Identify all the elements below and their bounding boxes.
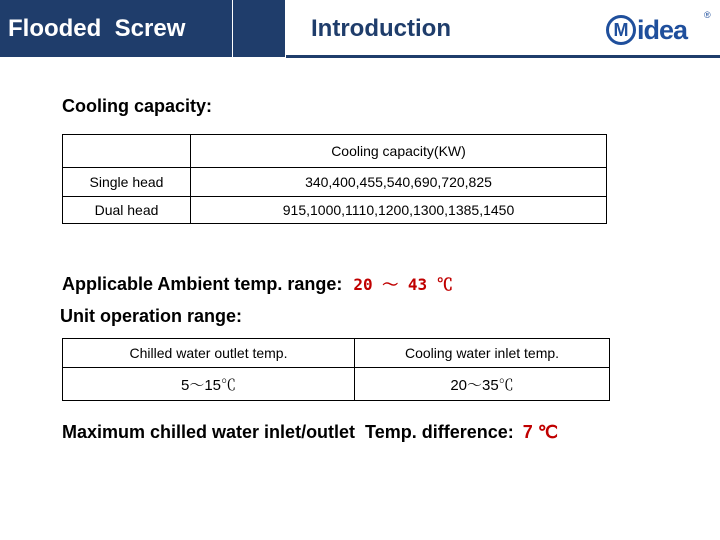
logo-icon <box>606 15 636 45</box>
logo-text: idea <box>637 14 688 45</box>
temp-difference-line <box>62 422 558 443</box>
column-header-cell: Cooling water inlet temp. <box>355 339 610 368</box>
temp-difference-value: 7 ℃ <box>522 422 558 442</box>
row-values-cell: 340,400,455,540,690,720,825 <box>191 168 607 197</box>
cooling-capacity-heading: Cooling capacity: <box>62 96 213 116</box>
table-corner-cell <box>63 135 191 168</box>
row-label-cell: Single head <box>63 168 191 197</box>
section-tab <box>286 0 476 57</box>
header-spacer <box>233 0 285 57</box>
table-row <box>63 168 607 197</box>
row-label-cell: Dual head <box>63 197 191 224</box>
table-row <box>63 197 607 224</box>
header-title: Flooded Screw <box>8 14 186 42</box>
header-title-bar <box>0 0 232 57</box>
ambient-range-value: 20 ～ 43 ℃ <box>353 275 453 294</box>
section-title: Introduction <box>311 14 451 42</box>
temp-difference-label: Maximum chilled water inlet/outlet Temp. difference: <box>62 422 514 442</box>
unit-operation-heading: Unit operation range: <box>60 306 243 326</box>
logo-initial: M <box>613 19 629 40</box>
header-divider <box>286 55 720 58</box>
table-row <box>63 135 607 168</box>
column-header-cell: Chilled water outlet temp. <box>63 339 355 368</box>
operation-range-table <box>62 338 610 401</box>
table-row <box>63 339 610 368</box>
registered-mark: ® <box>704 10 711 20</box>
ambient-range-label: Applicable Ambient temp. range: <box>62 274 343 294</box>
cooling-capacity-table <box>62 134 607 224</box>
column-header-cell: Cooling capacity(KW) <box>191 135 607 168</box>
value-cell: 20～35℃ <box>355 368 610 401</box>
midea-logo <box>606 10 710 50</box>
value-cell: 5～15℃ <box>63 368 355 401</box>
ambient-range-line <box>62 272 453 295</box>
row-values-cell: 915,1000,1110,1200,1300,1385,1450 <box>191 197 607 224</box>
table-row <box>63 368 610 401</box>
